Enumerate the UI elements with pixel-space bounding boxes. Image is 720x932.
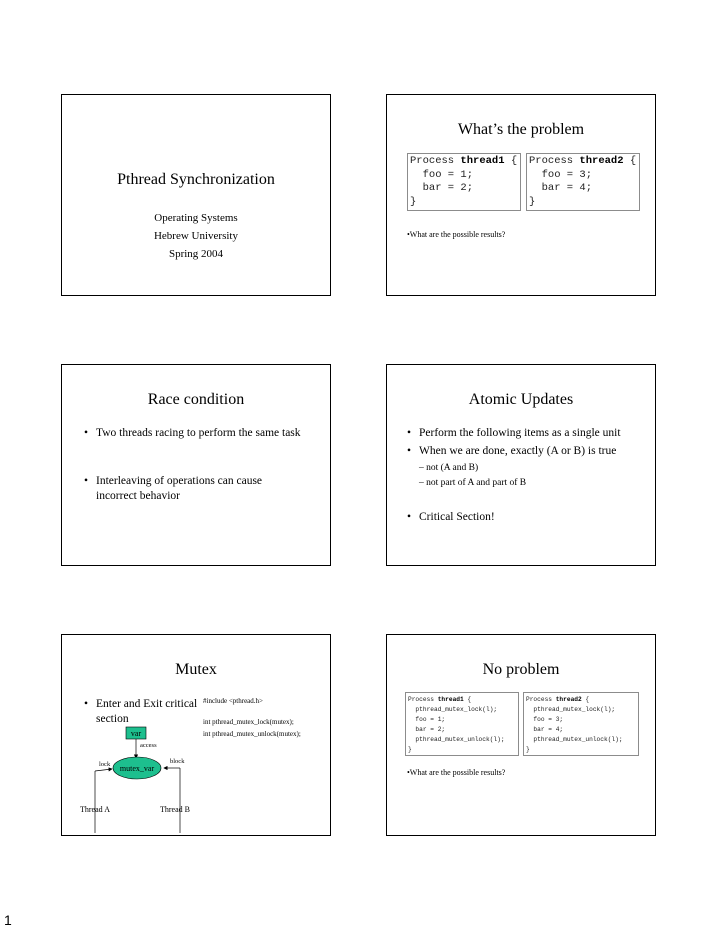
atomic-bullet-1: • Perform the following items as a single unit xyxy=(407,427,621,439)
atomic-sub-1: – not (A and B) xyxy=(419,463,479,473)
slide-title xyxy=(61,94,331,296)
possible-results-note: •What are the possible results? xyxy=(407,230,506,239)
race-bullet-2: • Interleaving of operations can cause incorrect behavior xyxy=(84,475,263,502)
thread2-locked-name: thread2 xyxy=(555,696,582,703)
mutex-bullet: • Enter and Exit critical section xyxy=(84,698,198,725)
university-line: Hebrew University xyxy=(153,230,238,242)
thread2-name: thread2 xyxy=(579,155,624,167)
mutex-diagram xyxy=(70,723,230,833)
mutex-lock-decl: int pthread_mutex_lock(mutex); xyxy=(203,718,294,726)
thread2-locked-code: Process thread2 { pthread_mutex_lock(l); foo = 3; bar = 4; pthread_mutex_unlock(l); } xyxy=(523,692,639,756)
thread1-code: Process thread1 { foo = 1; bar = 2; } xyxy=(407,153,521,211)
block-label: block xyxy=(170,758,185,765)
lock-label: lock xyxy=(99,761,111,768)
access-label: access xyxy=(140,742,157,749)
slide-atomic xyxy=(386,364,656,566)
course-line: Operating Systems xyxy=(154,212,238,224)
thread2-code: Process thread2 { foo = 3; bar = 4; } xyxy=(526,153,640,211)
atomic-bullet-2: • When we are done, exactly (A or B) is true xyxy=(407,445,617,457)
slide-problem-heading: What’s the problem xyxy=(457,121,585,138)
slide-problem xyxy=(386,94,656,296)
thread-b-label: Thread B xyxy=(160,805,190,814)
thread1-locked-code: Process thread1 { pthread_mutex_lock(l); foo = 1; bar = 2; pthread_mutex_unlock(l); } xyxy=(405,692,519,756)
atomic-bullet-3: • Critical Section! xyxy=(407,511,495,523)
thread1-name: thread1 xyxy=(460,155,505,167)
slide-atomic-heading: Atomic Updates xyxy=(468,391,574,408)
slide-mutex xyxy=(61,634,331,836)
slide-no-problem xyxy=(386,634,656,836)
thread-a-label: Thread A xyxy=(80,805,110,814)
thread1-locked-name: thread1 xyxy=(437,696,464,703)
possible-results-note-2: •What are the possible results? xyxy=(407,768,506,777)
slide-race xyxy=(61,364,331,566)
mutex-unlock-decl: int pthread_mutex_unlock(mutex); xyxy=(203,730,301,738)
slide-mutex-heading: Mutex xyxy=(175,661,217,678)
semester-line: Spring 2004 xyxy=(168,248,224,260)
include-line: #include <pthread.h> xyxy=(203,697,263,705)
slide-race-heading: Race condition xyxy=(147,391,245,408)
page-number: 1 xyxy=(4,912,12,928)
race-bullet-1: • Two threads racing to perform the same task xyxy=(84,427,301,439)
slide-title-heading: Pthread Synchronization xyxy=(117,171,275,188)
atomic-sub-2: – not part of A and part of B xyxy=(419,478,527,488)
mutex-var-label: mutex_var xyxy=(119,764,155,773)
slide-no-problem-heading: No problem xyxy=(482,661,560,678)
var-label: var xyxy=(130,729,142,738)
